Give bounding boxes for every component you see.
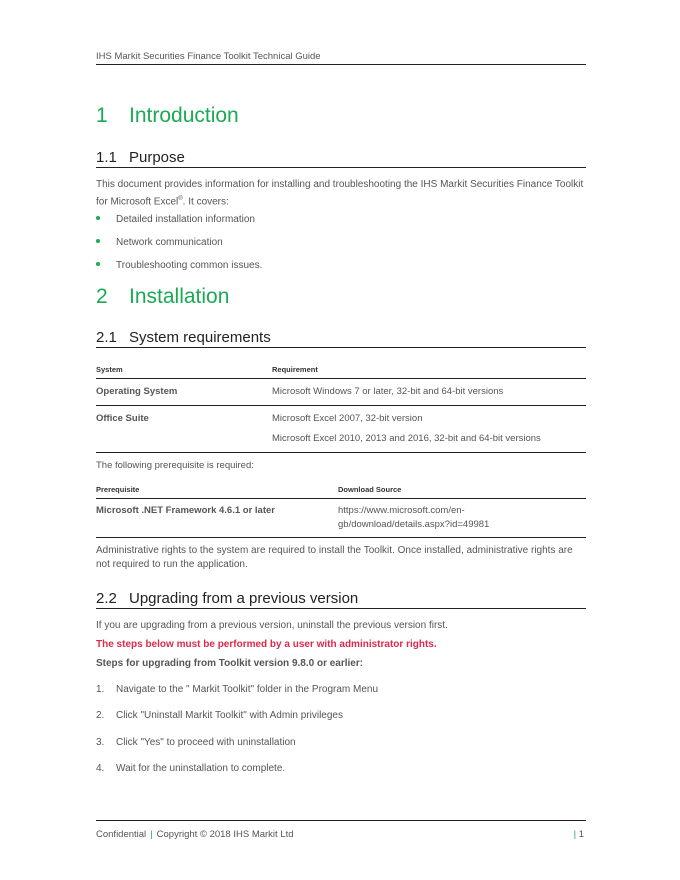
step-number: 4.: [96, 763, 105, 774]
list-item: [96, 763, 285, 774]
heading-number: 1.1: [96, 149, 117, 166]
list-item: [96, 710, 343, 721]
heading-upgrading: [96, 590, 586, 609]
list-item-text: Network communication: [116, 237, 223, 248]
purpose-paragraph: [96, 178, 586, 209]
heading-system-requirements: [96, 329, 586, 348]
page-footer: [96, 829, 586, 840]
table-row: [96, 499, 586, 538]
purpose-text: This document provides information for installing and troubleshooting the IHS Markit Securities Finance Toolkit for Microsoft Excel: [96, 179, 584, 208]
registered-mark: ®: [178, 196, 183, 202]
upgrade-intro: If you are upgrading from a previous version, uninstall the previous version first.: [96, 620, 448, 631]
table-cell: Microsoft Windows 7 or later, 32-bit and 64-bit versions: [272, 386, 504, 397]
admin-note: Administrative rights to the system are required to install the Toolkit. Once installed, administrative rights are not required to run the application.: [96, 545, 573, 570]
system-requirements-table: [96, 365, 586, 453]
heading-text: Installation: [129, 285, 230, 308]
step-number: 2.: [96, 710, 105, 721]
download-link[interactable]: gb/download/details.aspx?id=49981: [338, 519, 490, 530]
purpose-text-end: . It covers:: [182, 196, 229, 208]
heading-number: 2: [96, 285, 108, 308]
download-link[interactable]: https://www.microsoft.com/en-: [338, 505, 465, 516]
table-cell: Operating System: [96, 386, 178, 397]
column-header: Download Source: [338, 485, 402, 494]
list-item-text: Troubleshooting common issues.: [116, 260, 263, 271]
admin-warning: The steps below must be performed by a user with administrator rights.: [96, 639, 437, 650]
footer-divider: [96, 820, 586, 821]
bullet-icon: [96, 262, 100, 266]
column-header: System: [96, 365, 123, 374]
page-number-separator: |: [573, 829, 577, 840]
heading-text: System requirements: [129, 329, 271, 346]
table-cell: Office Suite: [96, 413, 149, 424]
list-item: [96, 737, 296, 748]
table-header: [96, 485, 586, 499]
list-item: [96, 684, 378, 695]
heading-text: Purpose: [129, 149, 185, 166]
column-header: Prerequisite: [96, 485, 140, 494]
column-header: Requirement: [272, 365, 318, 374]
list-item: [96, 214, 255, 225]
heading-number: 2.2: [96, 590, 117, 607]
page-number-value: 1: [578, 829, 584, 840]
step-text: Wait for the uninstallation to complete.: [116, 763, 286, 774]
prerequisites-table: [96, 485, 586, 538]
table-row: [96, 379, 586, 406]
running-header: IHS Markit Securities Finance Toolkit Technical Guide: [96, 51, 586, 65]
prereq-intro: The following prerequisite is required:: [96, 460, 254, 471]
heading-purpose: [96, 149, 586, 168]
step-number: 1.: [96, 684, 105, 695]
step-number: 3.: [96, 737, 105, 748]
footer-confidential: Confidential: [96, 829, 147, 840]
table-cell: Microsoft .NET Framework 4.6.1 or later: [96, 505, 275, 516]
footer-separator: |: [150, 829, 153, 840]
footer-copyright: Copyright © 2018 IHS Markit Ltd: [156, 829, 294, 840]
list-item: [96, 260, 262, 271]
page-number: [574, 829, 584, 840]
document-page: [96, 0, 586, 880]
bullet-icon: [96, 239, 100, 243]
table-header: [96, 365, 586, 379]
bullet-icon: [96, 216, 100, 220]
table-cell: Microsoft Excel 2007, 32-bit version: [272, 413, 423, 424]
step-text: Click "Yes" to proceed with uninstallation: [116, 737, 296, 748]
heading-text: Introduction: [129, 104, 239, 127]
steps-heading: Steps for upgrading from Toolkit version 9.8.0 or earlier:: [96, 658, 364, 669]
step-text: Navigate to the " Markit Toolkit" folder in the Program Menu: [116, 684, 379, 695]
heading-number: 1: [96, 104, 108, 127]
heading-text: Upgrading from a previous version: [129, 590, 359, 607]
table-cell: Microsoft Excel 2010, 2013 and 2016, 32-bit and 64-bit versions: [272, 433, 541, 444]
heading-installation: [96, 285, 229, 309]
list-item-text: Detailed installation information: [116, 214, 255, 225]
list-item: [96, 237, 223, 248]
step-text: Click "Uninstall Markit Toolkit" with Admin privileges: [116, 710, 343, 721]
heading-introduction: [96, 104, 239, 128]
table-row: [96, 406, 586, 453]
heading-number: 2.1: [96, 329, 117, 346]
